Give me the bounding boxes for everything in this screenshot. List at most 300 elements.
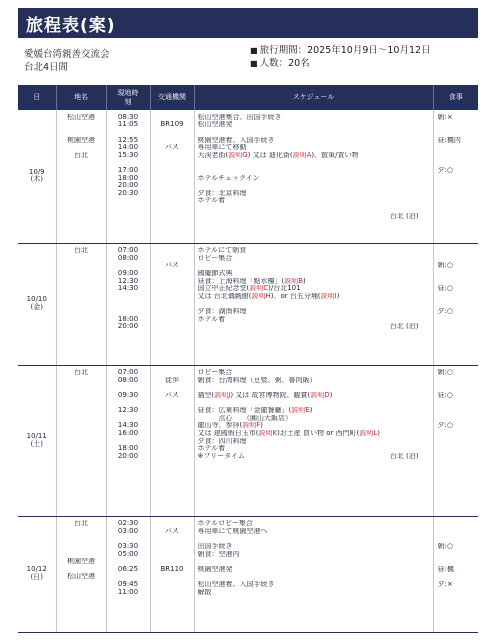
schedule-text: ホテルチェックイン (197, 174, 260, 182)
schedule-line (195, 581, 433, 589)
place-cell (56, 365, 106, 516)
schedule-line (195, 589, 433, 597)
table-header-row (18, 85, 478, 110)
schedule-text: 國慶節式典 (197, 270, 233, 278)
header-time (106, 85, 150, 110)
place-line (57, 129, 106, 137)
meal-line: 昼:○ (437, 392, 453, 400)
schedule-line (195, 438, 433, 446)
time-line (107, 400, 150, 408)
transport-line (151, 551, 194, 559)
day-date: 10/10 (26, 295, 47, 304)
meal-line (434, 535, 479, 543)
place-line (57, 285, 106, 293)
time-line (107, 300, 150, 308)
transport-line (151, 581, 194, 589)
day-date: 10/11 (26, 431, 47, 440)
schedule-text: ホテル着 (197, 197, 226, 205)
meal-cell (433, 110, 478, 243)
schedule-line (195, 114, 433, 122)
transport-line (151, 400, 194, 408)
schedule-text: 松山空港発 (197, 121, 233, 129)
place-line (57, 551, 106, 559)
time-line (107, 197, 150, 205)
transport-line (151, 407, 194, 415)
place-line: 桃園空港 (67, 136, 95, 144)
title-bar (18, 8, 478, 38)
place-line (57, 159, 106, 167)
schedule-line (195, 152, 433, 160)
meal-line (434, 300, 479, 308)
time-line: 02:30 (117, 520, 139, 528)
schedule-text: ) 又は 迪化街( (247, 151, 293, 159)
place-cell (56, 243, 106, 365)
meal-line: 朝:○ (437, 262, 453, 270)
transport-line (151, 300, 194, 308)
day-date: 10/9 (28, 167, 45, 176)
time-line: 03:00 (117, 527, 139, 535)
schedule-text: 大渓老街( (197, 151, 229, 159)
time-line: 07:00 (117, 247, 139, 255)
transport-line: 徒歩 (165, 376, 179, 384)
schedule-line (195, 137, 433, 145)
meal-line (434, 144, 479, 152)
meal-line (434, 270, 479, 278)
meal-line (434, 205, 479, 213)
place-line (57, 293, 106, 301)
day-row (18, 110, 478, 243)
transport-line (151, 114, 194, 122)
overnight-stay: 台北 (泊) (389, 212, 419, 220)
place-line (57, 400, 106, 408)
transport-line (151, 190, 194, 198)
transport-line: バス (165, 262, 179, 270)
schedule-line (195, 422, 433, 430)
schedule-text: )お土産 買い物 or 西門町( (277, 430, 360, 438)
place-line (57, 445, 106, 453)
meal-line: 夕:○ (437, 308, 453, 316)
schedule-text: ホテル着 (197, 315, 226, 323)
meal-line: 夕:○ (437, 166, 453, 174)
schedule-text: )、散策/買い物 (311, 151, 359, 159)
place-line (57, 278, 106, 286)
time-line (107, 293, 150, 301)
transport-line: BR109 (160, 121, 184, 129)
explanation-ref: 説明C (249, 285, 269, 293)
meal-line: 朝:○ (437, 543, 453, 551)
explanation-ref: 説明D (310, 392, 330, 400)
time-line: 06:25 (117, 565, 139, 573)
transport-cell (150, 243, 194, 365)
meal-line (434, 159, 479, 167)
place-line: 台北 (74, 369, 88, 377)
place-line (57, 415, 106, 423)
meal-line (434, 175, 479, 183)
time-line (107, 558, 150, 566)
place-line (57, 528, 106, 536)
group-info (24, 48, 110, 74)
trip-info (250, 44, 431, 70)
time-line: 17:00 (117, 166, 139, 174)
schedule-line (195, 278, 433, 286)
explanation-ref: 説明B (284, 277, 304, 285)
time-line: 03:30 (117, 543, 139, 551)
header-schedule: スケジュール (194, 85, 433, 110)
explanation-ref: 説明L (359, 430, 378, 438)
place-line (57, 566, 106, 574)
header-meal: 食事 (433, 85, 478, 110)
schedule-line (195, 197, 433, 205)
travel-period: 旅行期間：2025年10月9日～10月12日 (259, 45, 431, 56)
schedule-text: 解散 (197, 588, 212, 596)
schedule-line (195, 558, 433, 566)
place-line (57, 197, 106, 205)
place-line (57, 392, 106, 400)
meal-line (434, 255, 479, 263)
place-line (57, 543, 106, 551)
day-row (18, 243, 478, 365)
meal-line: 朝:○ (437, 369, 453, 377)
day-cell (18, 516, 56, 632)
transport-line (151, 520, 194, 528)
transport-line (151, 453, 194, 461)
schedule-text: 松山空港着、入国手続き (197, 581, 275, 589)
meal-line (434, 520, 479, 528)
place-line (57, 270, 106, 278)
meal-line: 昼:機内 (437, 136, 461, 144)
day-cell (18, 365, 56, 516)
transport-line (151, 167, 194, 175)
time-line: 08:00 (117, 376, 139, 384)
schedule-text: 夕食：湖南料理 (197, 308, 247, 316)
time-line (107, 159, 150, 167)
meal-line: 朝:× (437, 113, 453, 121)
schedule-line (195, 175, 433, 183)
time-line: 08:00 (117, 254, 139, 262)
meal-line (434, 278, 479, 286)
group-name: 愛媛台湾親善交流会 (24, 49, 110, 60)
schedule-line (195, 445, 433, 453)
schedule-line (195, 182, 433, 190)
time-line (107, 573, 150, 581)
transport-line (151, 369, 194, 377)
meal-line (434, 400, 479, 408)
schedule-line (195, 213, 433, 221)
time-cell (106, 110, 150, 243)
day-weekday: (日) (30, 573, 43, 581)
schedule-text: 猫空( (197, 392, 215, 400)
schedule-text: 朝食：台湾料理（豆漿、粥、魯肉飯） (197, 376, 317, 384)
meal-line (434, 323, 479, 331)
explanation-ref: 説明K (258, 430, 278, 438)
schedule-text: 朝食：空港内 (197, 550, 240, 558)
meal-line (434, 190, 479, 198)
transport-line (151, 573, 194, 581)
transport-line: バス (165, 527, 179, 535)
meal-line (434, 551, 479, 559)
schedule-text: ) (377, 430, 381, 438)
transport-line (151, 316, 194, 324)
schedule-text: ホテルロビー集合 (197, 520, 253, 528)
schedule-text: 夕食：北京料理 (197, 189, 247, 197)
schedule-line (195, 323, 433, 331)
explanation-ref: 説明F (242, 422, 261, 430)
schedule-text: ) (329, 392, 333, 400)
place-line (57, 407, 106, 415)
meal-line (434, 558, 479, 566)
meal-line (434, 293, 479, 301)
schedule-cell (194, 243, 433, 365)
meal-line (434, 182, 479, 190)
schedule-text: 又は 台北偶戲館( (197, 292, 252, 300)
place-line: 松山空港 (67, 113, 95, 121)
time-line: 07:00 (117, 369, 139, 377)
time-line: 18:00 (117, 445, 139, 453)
transport-line (151, 285, 194, 293)
meal-line (434, 415, 479, 423)
place-line (57, 121, 106, 129)
time-line: 20:00 (117, 323, 139, 331)
meal-line: 昼:○ (437, 285, 453, 293)
place-line (57, 308, 106, 316)
schedule-text: 昼食：上海料理「點水樓」( (197, 277, 285, 285)
time-line (107, 438, 150, 446)
time-cell (106, 365, 150, 516)
time-line (107, 384, 150, 392)
transport-line (151, 175, 194, 183)
schedule-line (195, 247, 433, 255)
meal-line (434, 573, 479, 581)
schedule-cell (194, 516, 433, 632)
time-line: 14:00 (117, 144, 139, 152)
place-line (57, 581, 106, 589)
transport-line (151, 415, 194, 423)
place-line (57, 300, 106, 308)
place-line (57, 262, 106, 270)
transport-line (151, 197, 194, 205)
time-line: 18:00 (117, 174, 139, 182)
meal-line (434, 213, 479, 221)
time-line: 16:00 (117, 430, 139, 438)
meal-line (434, 445, 479, 453)
meal-line (434, 152, 479, 160)
meal-line (434, 377, 479, 385)
schedule-line (195, 400, 433, 408)
schedule-text: 又は 建國假日玉市( (197, 430, 259, 438)
meal-line (434, 430, 479, 438)
schedule-line (195, 384, 433, 392)
schedule-line (195, 316, 433, 324)
transport-line: BR110 (160, 565, 184, 573)
place-line: 松山空港 (67, 573, 95, 581)
time-line: 08:30 (117, 113, 139, 121)
transport-line (151, 308, 194, 316)
time-line (107, 213, 150, 221)
schedule-line (195, 255, 433, 263)
header-day: 日 (18, 85, 56, 110)
explanation-ref: 説明H (251, 292, 271, 300)
place-line (57, 316, 106, 324)
square-bullet-icon: ■ (250, 59, 258, 68)
time-cell (106, 516, 150, 632)
transport-line (151, 384, 194, 392)
day-cell (18, 110, 56, 243)
place-line (57, 377, 106, 385)
schedule-text: 夕食：四川料理 (197, 437, 247, 445)
meal-line (434, 129, 479, 137)
place-line (57, 535, 106, 543)
schedule-text: ) (336, 292, 340, 300)
place-line (57, 589, 106, 597)
schedule-line (195, 573, 433, 581)
transport-line (151, 430, 194, 438)
schedule-line (195, 270, 433, 278)
time-line: 15:30 (117, 151, 139, 159)
meal-line (434, 589, 479, 597)
transport-line (151, 129, 194, 137)
schedule-line (195, 453, 433, 461)
meal-cell (433, 516, 478, 632)
day-date: 10/12 (26, 565, 47, 574)
schedule-text: ロビー集合 (197, 369, 233, 377)
place-cell (56, 110, 106, 243)
schedule-text: 桃園空港着、入国手続き (197, 136, 275, 144)
time-line: 09:30 (117, 392, 139, 400)
time-line (107, 535, 150, 543)
meal-line (434, 247, 479, 255)
time-line: 11:05 (117, 121, 139, 129)
meal-line: 夕:× (437, 581, 453, 589)
schedule-text: 昼食：広東料理「金龍餐廳」( (197, 407, 292, 415)
transport-line (151, 445, 194, 453)
schedule-text: ) (309, 407, 313, 415)
time-line: 18:00 (117, 315, 139, 323)
place-line (57, 453, 106, 461)
day-cell (18, 243, 56, 365)
place-line (57, 438, 106, 446)
time-line: 11:00 (117, 588, 139, 596)
schedule-line (195, 566, 433, 574)
schedule-line (195, 520, 433, 528)
place-line (57, 323, 106, 331)
place-cell (56, 516, 106, 632)
square-bullet-icon: ■ (250, 46, 258, 55)
place-line (57, 213, 106, 221)
meal-line (434, 121, 479, 129)
day-row (18, 516, 478, 632)
schedule-line (195, 535, 433, 543)
place-line (57, 190, 106, 198)
schedule-line (195, 551, 433, 559)
time-line: 14:30 (117, 285, 139, 293)
schedule-line (195, 415, 433, 423)
place-line (57, 175, 106, 183)
explanation-ref: 説明G (228, 151, 248, 159)
schedule-line (195, 205, 433, 213)
schedule-line (195, 392, 433, 400)
time-line (107, 308, 150, 316)
schedule-cell (194, 365, 433, 516)
schedule-line (195, 293, 433, 301)
time-line: 09:45 (117, 581, 139, 589)
transport-line: バス (165, 144, 179, 152)
schedule-table (18, 85, 478, 633)
meal-cell (433, 365, 478, 516)
schedule-line (195, 144, 433, 152)
place-line (57, 144, 106, 152)
schedule-text: 出国手続き (197, 543, 233, 551)
schedule-line (195, 285, 433, 293)
meal-line (434, 438, 479, 446)
transport-line (151, 255, 194, 263)
day-row (18, 365, 478, 516)
place-line (57, 422, 106, 430)
schedule-text: ホテル着 (197, 445, 226, 453)
transport-line (151, 543, 194, 551)
meal-line: 夕:○ (437, 422, 453, 430)
meal-line (434, 316, 479, 324)
transport-line (151, 293, 194, 301)
place-line (57, 255, 106, 263)
place-line: 台北 (74, 151, 88, 159)
explanation-ref: 説明I (320, 292, 337, 300)
schedule-text: 専用車にて桃園空港へ (197, 527, 268, 535)
schedule-line (195, 407, 433, 415)
schedule-text: ロビー集合 (197, 254, 233, 262)
schedule-text: 専用車にて移動 (197, 144, 247, 152)
schedule-text: 松山空港集合、出国手続き (197, 113, 282, 121)
place-line: 桃園空港 (67, 558, 95, 566)
schedule-line (195, 377, 433, 385)
time-line (107, 262, 150, 270)
transport-cell (150, 110, 194, 243)
schedule-line (195, 121, 433, 129)
header-time-label: 現地時刻 (117, 88, 139, 106)
day-weekday: (金) (30, 303, 43, 311)
time-line: 20:00 (117, 452, 139, 460)
transport-cell (150, 516, 194, 632)
overnight-stay: 台北 (泊) (389, 323, 419, 331)
time-line (107, 415, 150, 423)
explanation-ref: 説明J (214, 392, 231, 400)
time-line: 09:00 (117, 270, 139, 278)
schedule-line (195, 262, 433, 270)
schedule-line (195, 159, 433, 167)
schedule-line (195, 430, 433, 438)
transport-line (151, 137, 194, 145)
place-line (57, 384, 106, 392)
place-line: 台北 (74, 520, 88, 528)
transport-line (151, 247, 194, 255)
explanation-ref: 説明E (291, 407, 310, 415)
schedule-text: ) (303, 277, 306, 285)
time-line: 05:00 (117, 550, 139, 558)
day-weekday: (土) (30, 439, 43, 448)
transport-line (151, 535, 194, 543)
time-line: 12:30 (117, 407, 139, 415)
time-line: 20:30 (117, 189, 139, 197)
header-place: 地名 (56, 85, 106, 110)
transport-line (151, 159, 194, 167)
transport-line (151, 152, 194, 160)
schedule-text: ホテルにて朝食 (197, 247, 247, 255)
meal-line (434, 407, 479, 415)
meal-line (434, 197, 479, 205)
transport-line (151, 270, 194, 278)
schedule-text: ) (260, 422, 263, 430)
meal-line (434, 528, 479, 536)
schedule-text: 点心 （圓山大飯店） (197, 414, 292, 422)
